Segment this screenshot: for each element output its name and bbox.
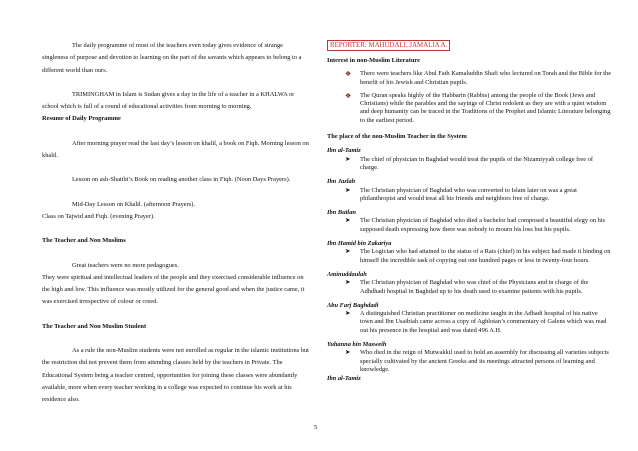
page-number: 5 [314,424,318,431]
entry-item [337,156,612,173]
entry-name-last: Ibn al-Tamiz [327,375,361,383]
chevron-bullet-icon: ➤ [345,248,351,256]
reporter-label: REPORTER: MAHUDALI, JAMALIA A. [327,40,450,51]
arrow-bullet-icon: ❖ [345,91,352,100]
entry-name: Ibn Butlan [327,209,356,217]
entry-item [337,310,612,335]
entry-item [337,248,612,265]
bullet-quran [337,92,612,125]
chevron-bullet-icon: ➤ [345,349,351,357]
bullet-text: There were teachers like Abul Fath Kamaluddin Shafi who lectured on Torah and the Bible for the benefit of his Jewish and Christian pupils. [360,70,612,86]
left-column [42,40,310,407]
arrow-bullet-icon: ❖ [345,70,352,79]
chevron-bullet-icon: ➤ [345,155,351,163]
entry-name: Ibn Jazlah [327,178,356,186]
heading-teacher-non-muslims: The Teacher and Non Muslims [42,237,126,245]
entry-item [337,217,612,234]
chevron-bullet-icon: ➤ [345,310,351,318]
right-column [327,57,612,384]
paragraph-ash-shatibi: Lesson on ash-Shatibi’s Book on reading another class in Fiqh. (Noon Days Prayers). [72,176,291,184]
paragraph-leaders: They were spiritual and intellectual leaders of the people and they exercised considerable influence on the high and low. This influence was mostly utilized for the general good and when the justice came, it was exercised irrespective of colour or creed. [42,273,305,306]
teacher-list [327,147,612,383]
entry-item [337,187,612,204]
entry-item [337,279,612,296]
entry-text: The Christian physician of Baghdad who died a bachelor had composed a beautiful elegy on his supposed death expressing how there was nobody to mourn his loss but his pupils. [360,217,606,233]
chevron-bullet-icon: ➤ [345,279,351,287]
heading-non-muslim-student: The Teacher and Non Muslim Student [42,322,147,330]
paragraph-tajwid: Class on Tajwid and Fiqh. (evening Prayer). [42,212,155,220]
heading-non-muslim-teacher: The place of the non-Muslim Teacher in the System [327,133,467,141]
entry-name: Yuhanna bin Masweih [327,341,387,349]
entry-text: The Christian physician of Baghdad who was converted to Islam later on was a great philanthropist and would treat all his friends and neighbors free of charge. [360,186,577,202]
entry-name: Abu Farj Baghdadi [327,301,379,309]
paragraph-mid-day: Mid-Day Lesson on Khalil. (afternoon Prayers). [72,200,195,208]
entry-name: Aminuddaulah [327,270,367,278]
entry-text: The Logician who had attained to the status of a Rais (chief) in his subject had made it binding on himself the incredible task of copying out one hundred pages or less in twenty-four hours. [360,248,611,264]
bullet-text: The Quran speaks highly of the Habbarin (Rabbis) among the people of the Book (Jews and Christians) while the parables and the sayings of Christ redolent as they are with a quiet wisdom and deep humanity can be traced in the Traditions of the Prophet and Islamic Literature belonging to the earliest period. [360,91,611,124]
entry-text: The chief of physician in Baghdad would treat the pupils of the Nizamiyyah college free of charge. [360,155,594,171]
heading-resume: Resume of Daily Programme [42,115,121,123]
entry-text: Who died in the reign of Mutwakkil used to hold an assembly for discussing all varieties subjects specially cultivated by the ancient Greeks and its meetings attracted persons of learning and knowledge. [360,349,609,373]
chevron-bullet-icon: ➤ [345,186,351,194]
entry-text: The Christian physician of Baghdad who was chief of the Physicians and in charge of the Adhdhadi hospital in Baghdad up to his death used to examine patients with his pupils. [360,279,589,295]
bullet-torah-bible [337,70,612,87]
paragraph-trimingham: TRIMINGHAM in Islam is Sudan gives a day in the life of a teacher in a KHALWA or school which is full of a round of educational activities from morning to morning. [42,90,295,111]
paragraph-non-muslim-students: As a rule the non-Muslim students were not enrolled as regular in the islamic institutions but the restriction did not prevent them from attending classes held by the teachers in Private. The Educational System being a teacher centred, opportunities for joining these classes were abundantly available, more when every teacher working in a college was expected to continue his work at his residence also. [42,347,309,404]
paragraph-pedagogues: Great teachers were no more pedagogues. [72,261,179,269]
entry-name: Ibn al-Tamiz [327,147,361,155]
entry-name: Ibn Hamid bin Zakariya [327,240,392,248]
paragraph-morning: After morning prayer read the last day’s lesson on khalil, a book on Fiqh. Morning lesson on khalil. [42,139,309,160]
entry-item [337,349,612,374]
heading-non-muslim-literature: Interest in non-Muslim Literature [327,57,420,64]
entry-text: A distinguished Christian practitioner on medicine taught in the Adhadi hospital of his native town and Ibn Usaibiah came across a copy of Aghlotan’s commentary of Galens which was read out his presence in the hospital and was dated 496 A.H. [360,310,607,334]
chevron-bullet-icon: ➤ [345,217,351,225]
paragraph-daily-programme: The daily programme of most of the teachers even today gives evidence of strange singleness of purpose and devotion to learning on the part of the savants which appears to belong to a different world than ours. [42,42,302,74]
